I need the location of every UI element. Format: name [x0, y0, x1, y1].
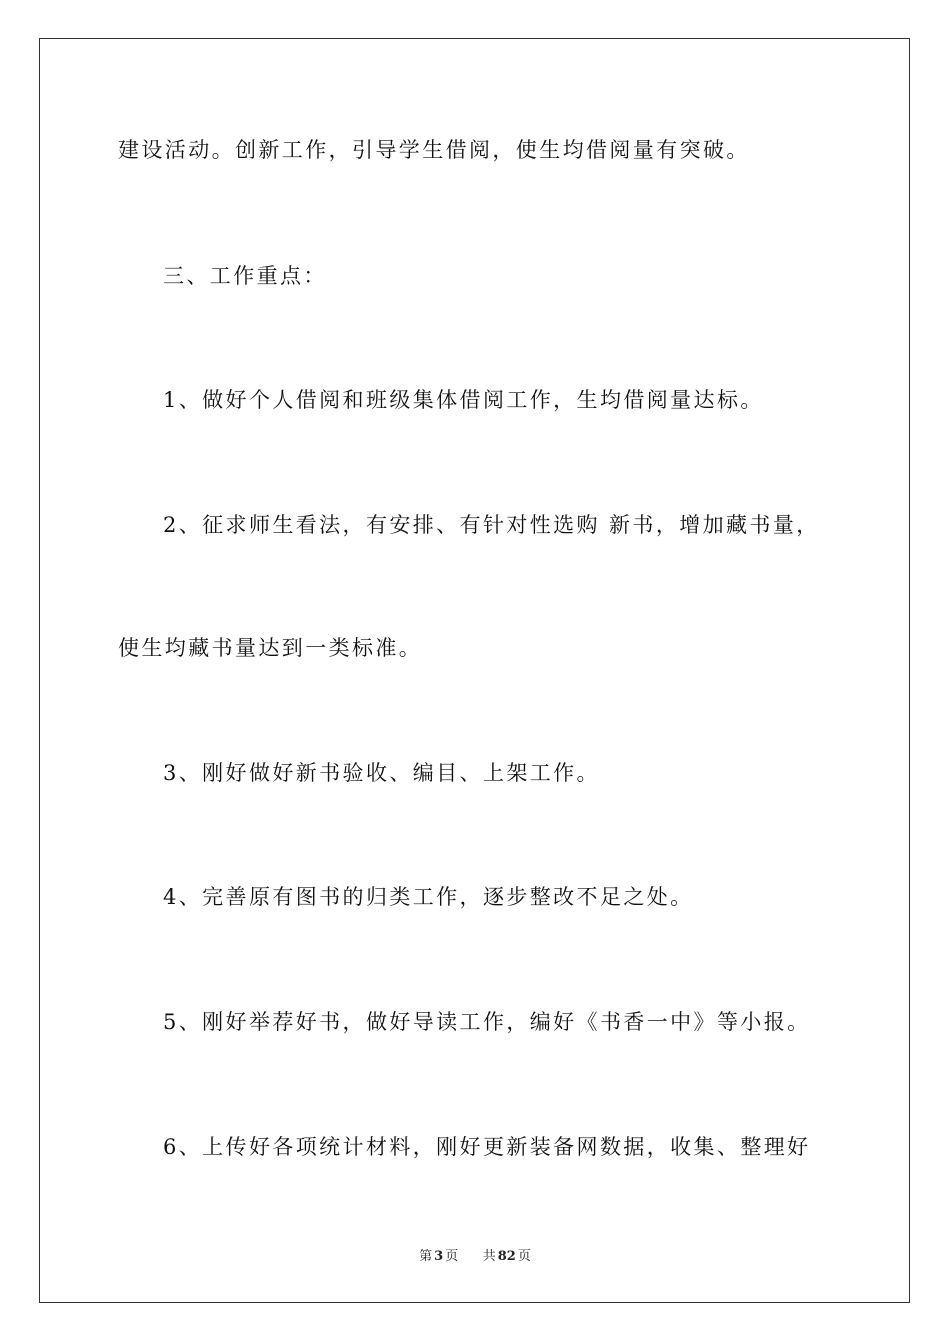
list-item-4: 4、完善原有图书的归类工作，逐步整改不足之处。 — [163, 885, 694, 909]
body-line-1: 建设活动。创新工作，引导学生借阅，使生均借阅量有突破。 — [118, 138, 750, 162]
list-item-2: 2、征求师生看法，有安排、有针对性选购 新书，增加藏书量， — [163, 513, 820, 537]
list-item-3: 3、刚好做好新书验收、编目、上架工作。 — [163, 761, 600, 785]
page-border — [39, 38, 910, 1303]
list-item-2-continuation: 使生均藏书量达到一类标准。 — [118, 636, 423, 660]
total-pages-indicator: 共 82 页 — [482, 1249, 531, 1264]
section-heading: 三、工作重点： — [163, 264, 327, 288]
list-item-5: 5、刚好举荐好书，做好导读工作，编好《书香一中》等小报。 — [163, 1010, 811, 1034]
page-footer — [0, 1248, 950, 1266]
list-item-1: 1、做好个人借阅和班级集体借阅工作，生均借阅量达标。 — [163, 388, 764, 412]
page-indicator: 第 3 页 — [419, 1249, 459, 1264]
list-item-6: 6、上传好各项统计材料，刚好更新装备网数据，收集、整理好 — [163, 1135, 811, 1159]
